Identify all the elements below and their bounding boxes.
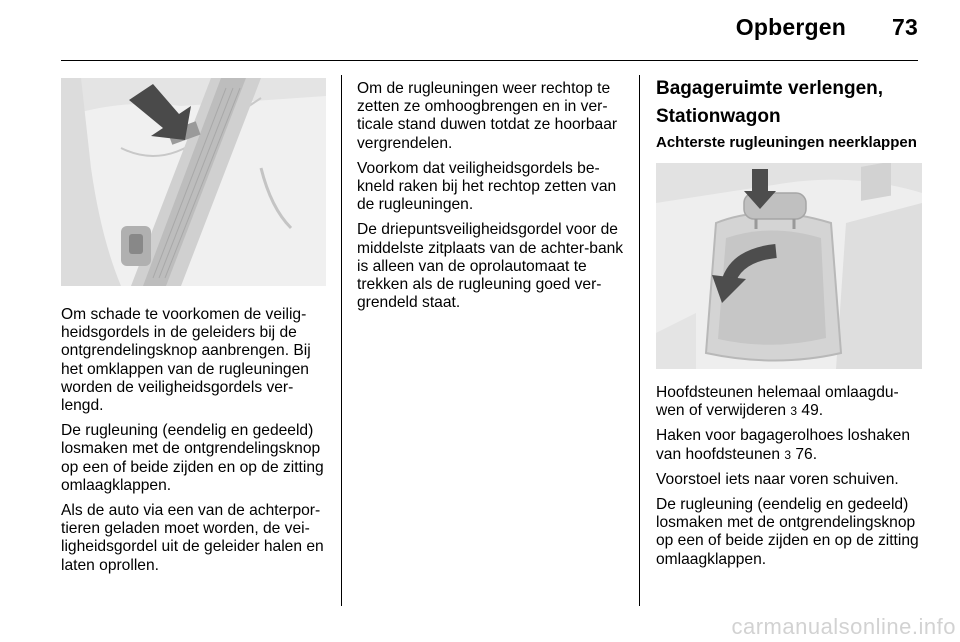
paragraph-fold-backrest: De rugleuning (eendelig en gedeeld) losmaken met de ontgrendelingsknop op een of beide zijden en op de zitting omlaagklappen. [656, 496, 919, 568]
page-ref-headrests: 49. [801, 402, 824, 420]
paragraph-three-point-belt: De driepuntsveiligheidsgordel voor de middelste zitplaats van de achter-bank is alleen van de oprolautomaat te trekken als de rugleuning goed ver-grendeld staat. [357, 221, 624, 312]
paragraph-avoid-pinching: Voorkom dat veiligheidsgordels be-kneld raken bij het rechtop zetten van de rugleuningen. [357, 159, 617, 214]
paragraph-belt-guides: Om schade te voorkomen de veilig-heidsgordels in de geleiders bij de ontgrendelingsknop aanbrengen. Bij het omklappen van de rugleuningen worden de veiligheidsgordels ver-lengd. [61, 306, 311, 415]
column-3-text [656, 384, 922, 576]
paragraph-release-backrest: De rugleuning (eendelig en gedeeld) losmaken met de ontgrendelingsknop op een of beide zijden en op de zitting omlaagklappen. [61, 422, 324, 494]
page-ref-icon: 3 [784, 447, 792, 462]
paragraph-cover-hooks [656, 427, 922, 463]
headrests-text: Hoofdsteunen helemaal omlaagdu-wen of verwijderen [656, 384, 899, 420]
column-3-subheading-block [656, 134, 922, 159]
subheading: Achterste rugleuningen neerklappen [656, 134, 917, 151]
section-title-line-1: Bagageruimte verlengen, [656, 78, 884, 99]
page-ref-icon: 3 [790, 404, 798, 419]
page-number: 73 [892, 14, 918, 40]
page-header [0, 14, 918, 41]
seatbelt-guide-drawing [61, 78, 326, 286]
watermark: carmanualsonline.info [731, 614, 956, 639]
column-divider-left [341, 75, 342, 606]
cover-hooks-text: Haken voor bagagerolhoes loshaken van hoofdsteunen [656, 427, 911, 463]
column-1-text [61, 306, 331, 582]
column-divider-right [639, 75, 640, 606]
column-2-text [357, 80, 627, 319]
header-rule [61, 60, 918, 61]
paragraph-rear-doors: Als de auto via een van de achterpor-tieren geladen moet worden, de vei-ligheidsgordel uit de geleider halen en laten oprollen. [61, 502, 324, 574]
fold-backrest-illustration [656, 163, 922, 369]
paragraph-front-seat: Voorstoel iets naar voren schuiven. [656, 470, 899, 488]
page-title: Opbergen [735, 14, 847, 40]
paragraph-raise-backrest: Om de rugleuningen weer rechtop te zetten ze omhoogbrengen en in ver-ticale stand duwen totdat ze hoorbaar vergrendelen. [357, 80, 618, 152]
fold-backrest-drawing [656, 163, 922, 369]
seatbelt-guide-illustration [61, 78, 326, 286]
paragraph-headrests [656, 384, 922, 420]
section-title-line-2: Stationwagon [656, 106, 781, 127]
column-3-heading [656, 78, 922, 134]
page-ref-cover: 76. [795, 445, 818, 463]
